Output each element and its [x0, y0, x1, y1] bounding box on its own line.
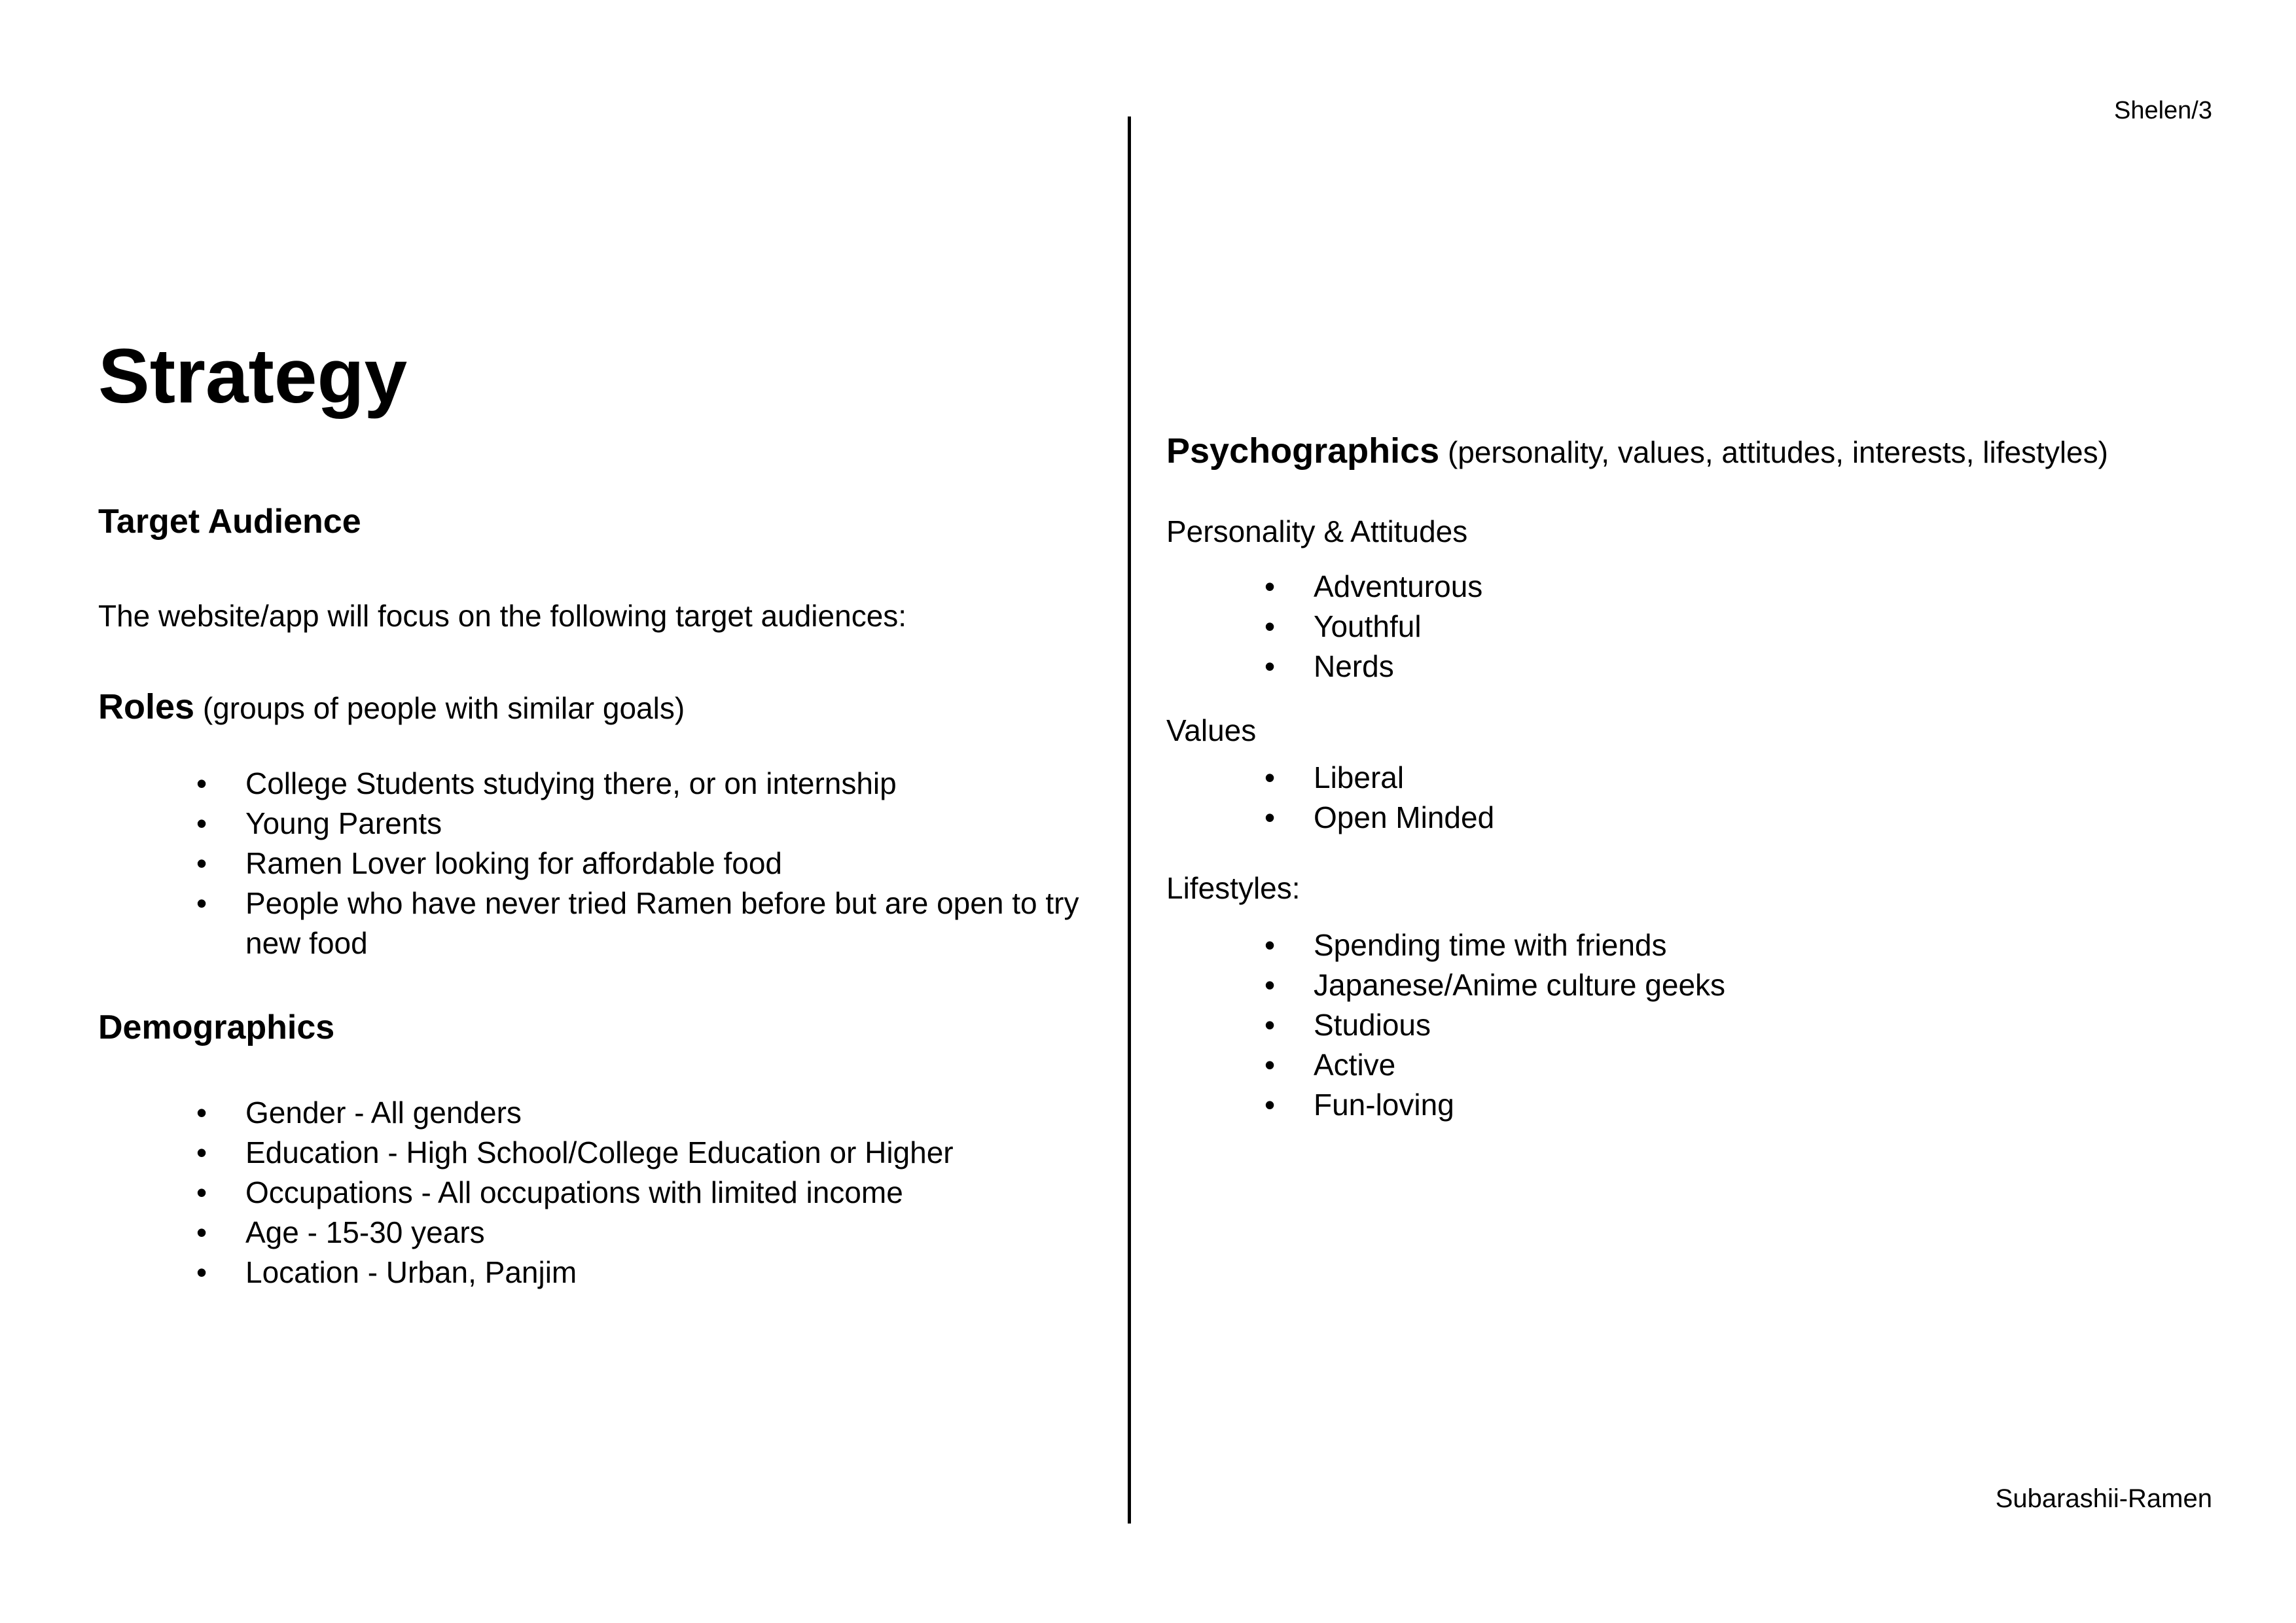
target-audience-heading: Target Audience: [98, 503, 361, 541]
personality-list-item: • Youthful: [1166, 607, 2279, 647]
page-title: Strategy: [98, 333, 408, 419]
lifestyles-label: Lifestyles:: [1166, 871, 1300, 905]
psychographics-heading-label: Psychographics: [1166, 431, 1440, 471]
psychographics-heading-subtitle: (personality, values, attitudes, interests, lifestyles): [1447, 435, 2108, 469]
lifestyles-list-item: • Japanese/Anime culture geeks: [1166, 965, 2279, 1005]
demographics-list-item: • Gender - All genders: [98, 1093, 1119, 1133]
roles-list-item: • Ramen Lover looking for affordable food: [98, 844, 1119, 883]
demographics-list-item: • Occupations - All occupations with limited income: [98, 1173, 1119, 1213]
lifestyles-list-item: • Spending time with friends: [1166, 925, 2279, 965]
values-label: Values: [1166, 713, 1257, 747]
psychographics-heading: [1166, 430, 2108, 473]
demographics-heading: Demographics: [98, 1008, 335, 1046]
page-number: Shelen/3: [2113, 97, 2212, 124]
roles-list: [98, 764, 1119, 963]
roles-heading: [98, 686, 685, 729]
demographics-list: [98, 1093, 1119, 1293]
demographics-list-item: • Location - Urban, Panjim: [98, 1253, 1119, 1293]
column-divider: [1128, 116, 1131, 1524]
lifestyles-list-item: • Active: [1166, 1045, 2279, 1085]
demographics-list-item: • Education - High School/College Education or Higher: [98, 1133, 1119, 1173]
footer-brand: Subarashii-Ramen: [1995, 1484, 2212, 1513]
personality-list-item: • Nerds: [1166, 647, 2279, 687]
roles-list-item: • Young Parents: [98, 804, 1119, 844]
roles-heading-label: Roles: [98, 687, 195, 726]
personality-list-item: • Adventurous: [1166, 567, 2279, 607]
personality-label: Personality & Attitudes: [1166, 514, 1468, 548]
intro-paragraph: The website/app will focus on the following target audiences:: [98, 599, 907, 633]
values-list-item: • Liberal: [1166, 758, 2279, 798]
lifestyles-list-item: • Studious: [1166, 1005, 2279, 1045]
roles-list-item: • College Students studying there, or on internship: [98, 764, 1119, 804]
values-list-item: • Open Minded: [1166, 798, 2279, 838]
demographics-list-item: • Age - 15-30 years: [98, 1213, 1119, 1253]
values-list: [1166, 758, 2279, 838]
roles-heading-subtitle: (groups of people with similar goals): [202, 691, 685, 725]
lifestyles-list-item: • Fun-loving: [1166, 1085, 2279, 1125]
roles-list-item: • People who have never tried Ramen before but are open to try new food: [98, 883, 1119, 963]
lifestyles-list: [1166, 925, 2279, 1125]
personality-list: [1166, 567, 2279, 687]
